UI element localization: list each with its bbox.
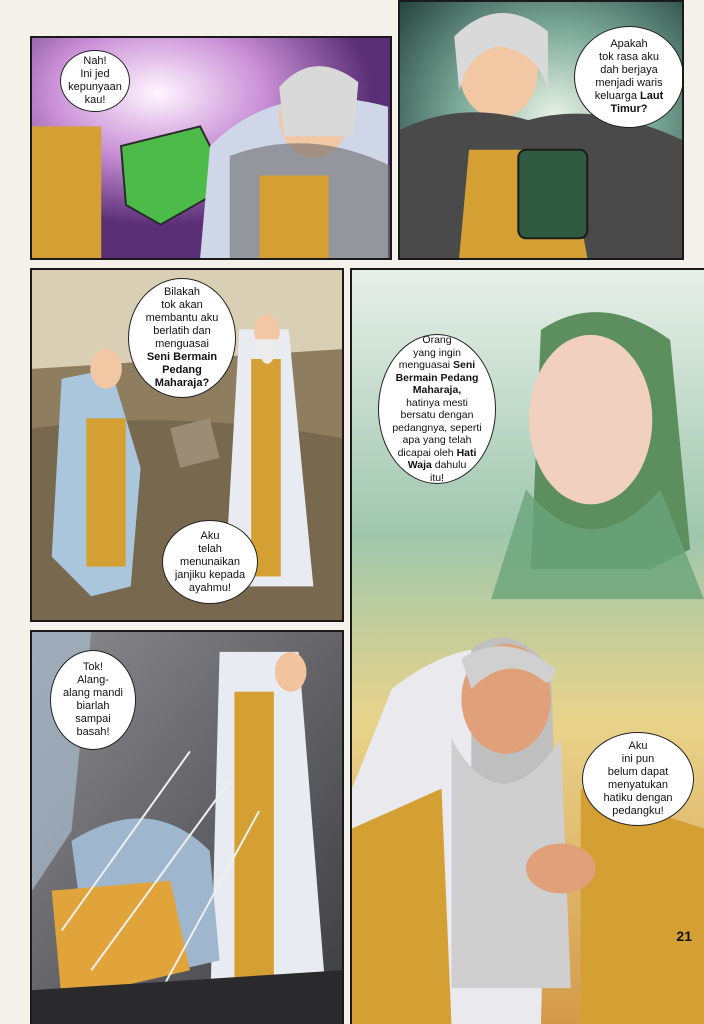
bubble-line: apa yang telah [402,434,472,446]
bubble-emphasis: Hati [456,446,477,459]
bubble-line [408,459,467,472]
speech-bubble [574,26,684,128]
speech-bubble [50,650,136,750]
bubble-text: dicapai oleh [397,446,454,459]
bubble-line: menguasai [155,338,209,350]
bubble-line: kau! [84,94,106,106]
bubble-line: menjadi waris [595,77,663,89]
bubble-line: yang ingin [413,346,461,359]
bubble-emphasis: Maharaja, [412,384,462,396]
bubble-line: ini pun [621,753,655,765]
bubble-emphasis: Seni Bermain [146,351,218,363]
bubble-emphasis: Bermain Pedang [395,371,479,384]
panel-training-request [30,268,344,622]
bubble-line: Tok! [82,661,104,673]
bubble-line: belum dapat [607,766,669,778]
bubble-emphasis: Maharaja? [154,377,210,389]
speech-bubble [128,278,236,398]
bubble-line: bersatu dengan [400,409,474,421]
bubble-line: alang mandi [63,687,123,699]
bubble-emphasis: Timur? [610,103,648,115]
bubble-line: hatiku dengan [603,792,673,804]
page-number: 21 [676,928,692,944]
bubble-line: Aku [200,529,220,542]
speech-bubble [162,520,258,604]
bubble-line: Apakah [610,38,648,50]
bubble-line: kepunyaan [68,81,122,93]
bubble-line: biarlah [76,700,110,712]
bubble-line: membantu aku [145,312,219,324]
bubble-line: dah berjaya [600,64,658,76]
bubble-line: pedangnya, seperti [392,421,482,434]
bubble-line: tok rasa aku [599,51,659,63]
bubble-line [595,90,664,103]
bubble-line: hatinya mesti [406,396,468,409]
bubble-emphasis: Laut [640,90,664,102]
panel-cave-attack [30,630,344,1024]
bubble-line: itu! [429,471,444,484]
panel-heir-question [398,0,684,260]
bubble-line: Orang [422,334,452,346]
bubble-line: Alang- [77,674,109,686]
bubble-text: keluarga [594,90,637,102]
bubble-line: Bilakah [163,286,201,298]
bubble-line: Nah! [83,55,107,67]
bubble-emphasis: Seni [453,359,476,371]
bubble-line: telah [198,542,222,555]
bubble-emphasis: Pedang [162,364,202,376]
bubble-line: basah! [76,726,110,738]
bubble-text: menguasai [398,359,451,371]
bubble-line: menunaikan [180,555,240,568]
bubble-line: janjiku kepada [174,568,246,581]
speech-bubble [60,50,130,112]
bubble-text: dahulu [434,459,467,471]
bubble-line: tok akan [161,299,203,311]
bubble-line [399,359,475,372]
bubble-line: Ini jed [80,68,110,80]
bubble-line: berlatih dan [153,325,211,337]
bubble-line: pedangku! [612,805,664,817]
speech-bubble [582,732,694,826]
bubble-line: sampai [75,713,111,725]
panel-jade-offering [30,36,392,260]
bubble-line: Aku [628,740,648,752]
bubble-emphasis: Waja [407,459,432,471]
speech-bubble [378,334,496,484]
bubble-line: menyatukan [608,779,668,791]
panel-sword-philosophy [350,268,704,1024]
bubble-line [398,447,477,460]
bubble-line: ayahmu! [188,581,232,594]
